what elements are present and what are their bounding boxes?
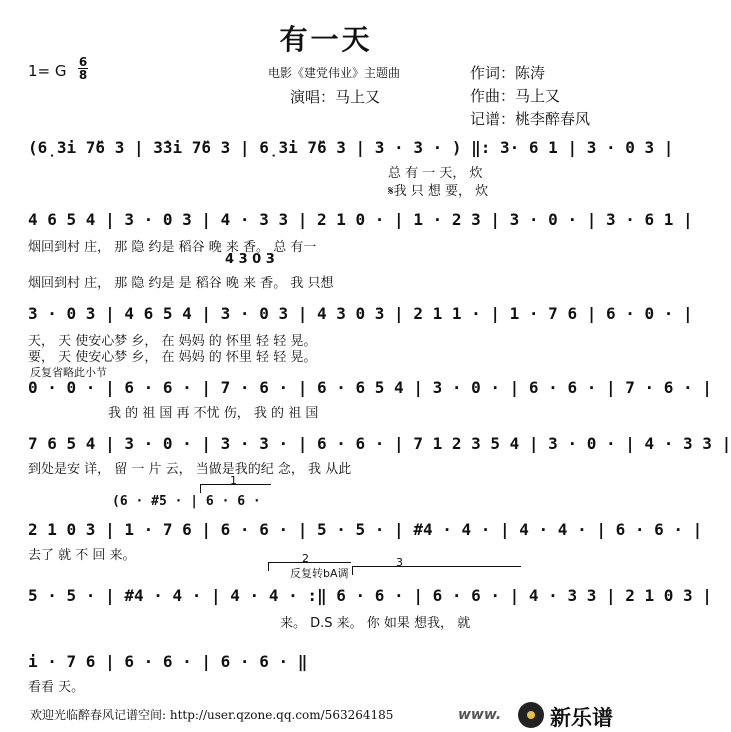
alt-notes-2: 4 3 0 3 bbox=[225, 252, 275, 267]
film-note: 电影《建党伟业》主题曲 bbox=[268, 66, 401, 80]
record-disc-icon bbox=[518, 702, 544, 728]
staff-line-8: i · 7 6 | 6 · 6 · | 6 · 6 · ‖ bbox=[28, 652, 308, 671]
staff-line-3: 3 · 0 3 | 4 6 5 4 | 3 · 0 3 | 4 3 0 3 | 2 1 1 · | 1 · 7 6 | 6 · 0 · | bbox=[28, 304, 693, 323]
volta-number-1: 1 bbox=[230, 474, 237, 487]
song-title: 有一天 bbox=[279, 23, 373, 56]
time-signature bbox=[78, 56, 88, 81]
key-change-note: 反复转bA调 bbox=[290, 567, 349, 580]
composer: 作曲：马上又 bbox=[470, 87, 561, 105]
lyric-line-4: 我 的 祖 国 再 不忧 伤， 我 的 祖 国 bbox=[108, 406, 319, 421]
lyric-line-7: 来。 D.S 来。 你 如果 想我， 就 bbox=[280, 616, 471, 631]
staff-line-4: 0 · 0 · | 6 · 6 · | 7 · 6 · | 6 · 6 5 4 | 3 · 0 · | 6 · 6 · | 7 · 6 · | bbox=[28, 378, 712, 397]
volta-number-3: 3 bbox=[396, 556, 403, 569]
lyric-line-1b: 𝄋我 只 想 要， 炊 bbox=[388, 184, 489, 199]
lyricist: 作词：陈涛 bbox=[470, 64, 546, 82]
footer-url[interactable]: 欢迎光临醉春风记谱空间: http://user.qzone.qq.com/563264185 bbox=[30, 708, 394, 722]
meter-bottom: 8 bbox=[78, 68, 88, 82]
brand-logo bbox=[458, 700, 648, 730]
staff-line-5: 7 6 5 4 | 3 · 0 · | 3 · 3 · | 6 · 6 · | 7 1 2 3 5 4 | 3 · 0 · | 4 · 3 3 | bbox=[28, 434, 731, 453]
lyric-line-5: 到处是安 详， 留 一 片 云， 当做是我的纪 念， 我 从此 bbox=[28, 462, 352, 477]
lyric-line-3a: 天， 天 使安心梦 乡， 在 妈妈 的 怀里 轻 轻 晃。 bbox=[28, 334, 317, 349]
staff-line-7: 5 · 5 · | #4 · 4 · | 4 · 4 · :‖ 6 · 6 · | 6 · 6 · | 4 · 3 3 | 2 1 0 3 | bbox=[28, 586, 712, 605]
key-signature: 1= G bbox=[28, 62, 67, 80]
lyric-line-1a: 总 有 一 天， 炊 bbox=[388, 166, 483, 181]
volta-bracket-3 bbox=[352, 566, 521, 575]
lyric-line-6: 去了 就 不 回 来。 bbox=[28, 548, 136, 563]
brand-www: www. bbox=[458, 707, 502, 723]
staff-line-2: 4 6 5 4 | 3 · 0 3 | 4 · 3 3 | 2 1 0 · | 1 · 2 3 | 3 · 0 · | 3 · 6 1 | bbox=[28, 210, 693, 229]
meter-top: 6 bbox=[78, 55, 88, 69]
transcriber: 记谱：桃李醉春风 bbox=[470, 110, 591, 128]
lyric-line-8: 看看 天。 bbox=[28, 680, 85, 695]
singer: 演唱：马上又 bbox=[290, 88, 381, 106]
repeat-skip-note: 反复省略此小节 bbox=[30, 366, 107, 379]
lyric-line-2b: 烟回到村 庄， 那 隐 约是 是 稻谷 晚 来 香。 我 只想 bbox=[28, 276, 334, 291]
lyric-line-2a: 烟回到村 庄， 那 隐 约是 稻谷 晚 来 香。 总 有一 bbox=[28, 240, 317, 255]
lyric-line-3b: 要， 天 使安心梦 乡， 在 妈妈 的 怀里 轻 轻 晃。 bbox=[28, 350, 317, 365]
volta-number-2: 2 bbox=[302, 552, 309, 565]
staff-line-1: (6̣3i 7̈6 3 | 3̇3i 7̈6 3 | 6̣3i 7̈6 3 | 3 · 3 · ) ‖: 3· 6 1 | 3 · 0 3 | bbox=[28, 138, 674, 157]
staff-line-6: 2 1 0 3 | 1 · 7 6 | 6 · 6 · | 5 · 5 · | #4 · 4 · | 4 · 4 · | 6 · 6 · | bbox=[28, 520, 703, 539]
upper-voice-6: (6 · #5 · | 6 · 6 · bbox=[112, 494, 261, 509]
brand-name: 新乐谱 bbox=[550, 706, 613, 730]
